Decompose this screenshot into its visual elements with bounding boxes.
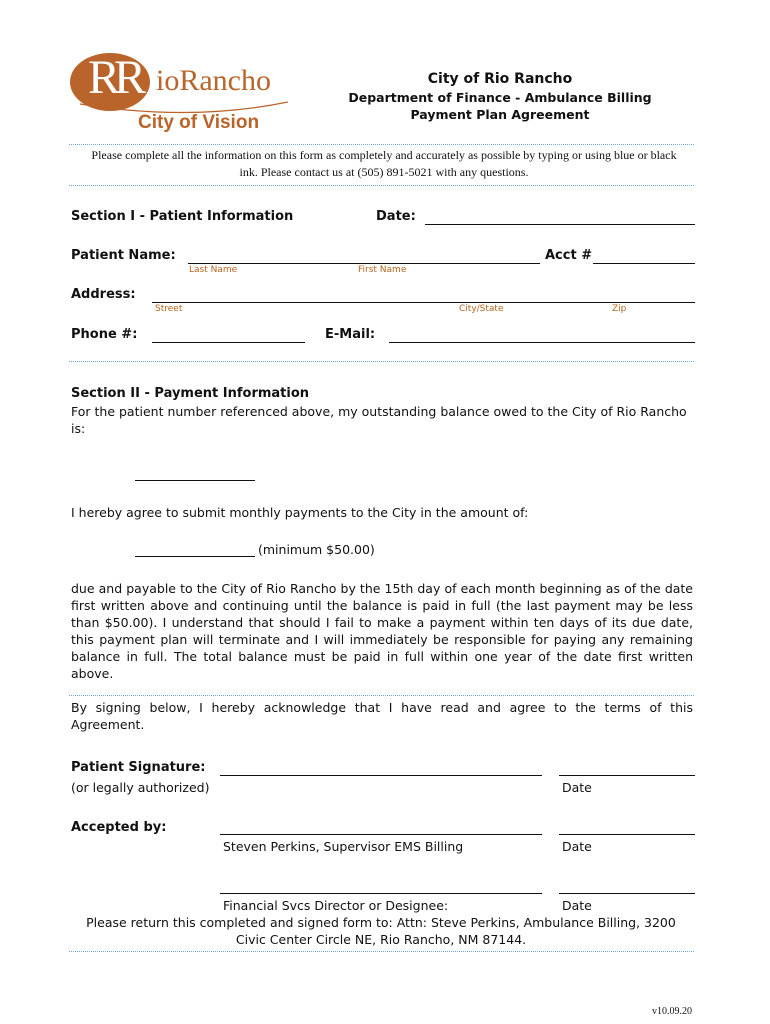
- director-date-field[interactable]: [559, 893, 695, 894]
- acct-field[interactable]: [593, 263, 695, 264]
- minimum-text: (minimum $50.00): [258, 542, 375, 557]
- patient-signature-sub: (or legally authorized): [71, 780, 210, 795]
- street-hint: Street: [155, 304, 183, 314]
- logo-name: ioRancho: [156, 64, 271, 97]
- patient-signature-field[interactable]: [220, 775, 542, 776]
- email-field[interactable]: [389, 342, 695, 343]
- address-field[interactable]: [152, 302, 695, 303]
- address-label: Address:: [71, 287, 136, 302]
- director-title: Financial Svcs Director or Designee:: [223, 898, 449, 913]
- city-state-hint: City/State: [459, 304, 504, 314]
- accepted-by-label: Accepted by:: [71, 820, 167, 835]
- patient-signature-label: Patient Signature:: [71, 760, 206, 775]
- logo-tagline: City of Vision: [138, 112, 260, 133]
- director-date-label: Date: [562, 898, 592, 913]
- acknowledge-text: By signing below, I hereby acknowledge that I have read and agree to the terms of this Agreement.: [71, 700, 693, 732]
- patient-name-field[interactable]: [188, 263, 540, 264]
- phone-field[interactable]: [152, 342, 305, 343]
- zip-hint: Zip: [612, 304, 627, 314]
- department-title: Department of Finance - Ambulance Billing: [348, 90, 652, 105]
- divider: [69, 951, 694, 952]
- supervisor-signature-field[interactable]: [220, 834, 542, 835]
- phone-label: Phone #:: [71, 327, 138, 342]
- date-label: Date:: [376, 209, 416, 224]
- form-title: Payment Plan Agreement: [410, 107, 590, 122]
- logo-initials: RR: [88, 51, 141, 104]
- director-signature-field[interactable]: [220, 893, 542, 894]
- city-title: City of Rio Rancho: [427, 71, 573, 87]
- section1-title: Section I - Patient Information: [71, 209, 294, 224]
- supervisor-name: Steven Perkins, Supervisor EMS Billing: [223, 839, 464, 854]
- divider: [69, 185, 694, 186]
- city-logo: [70, 52, 295, 138]
- patient-name-label: Patient Name:: [71, 248, 176, 263]
- divider: [69, 144, 694, 145]
- first-name-hint: First Name: [358, 265, 407, 275]
- last-name-hint: Last Name: [189, 265, 238, 275]
- balance-field[interactable]: [135, 480, 255, 481]
- date-field[interactable]: [425, 224, 695, 225]
- section2-title: Section II - Payment Information: [71, 386, 310, 401]
- acct-label: Acct #: [545, 248, 593, 263]
- supervisor-date-label: Date: [562, 839, 592, 854]
- patient-date-field[interactable]: [559, 775, 695, 776]
- version-label: v10.09.20: [652, 1006, 692, 1017]
- balance-text: For the patient number referenced above, my outstanding balance owed to the City of Rio Rancho is:: [71, 404, 687, 436]
- divider: [69, 695, 694, 696]
- instructions-text: Please complete all the information on this form as completely and accurately as possible by typing or using blue or black ink. Please contact us at (505) 891-5021 with any questions.: [91, 148, 677, 179]
- monthly-amount-field[interactable]: [135, 556, 255, 557]
- supervisor-date-field[interactable]: [559, 834, 695, 835]
- return-instructions: Please return this completed and signed form to: Attn: Steve Perkins, Ambulance Billing, 3200 Civic Center Circle NE, Rio Rancho, NM 87144.: [86, 915, 676, 947]
- patient-date-label: Date: [562, 780, 592, 795]
- terms-text: due and payable to the City of Rio Rancho by the 15th day of each month beginning as of the date first written above and continuing until the balance is paid in full (the last payment may be less than $50.00). I understand that should I fail to make a payment within ten days of its due date, this payment plan will terminate and I will immediately be responsible for paying any remaining balance in full. The total balance must be paid in full within one year of the date first written above.: [71, 581, 693, 681]
- divider: [69, 361, 694, 362]
- email-label: E-Mail:: [325, 327, 376, 342]
- monthly-payment-text: I hereby agree to submit monthly payments to the City in the amount of:: [71, 505, 529, 520]
